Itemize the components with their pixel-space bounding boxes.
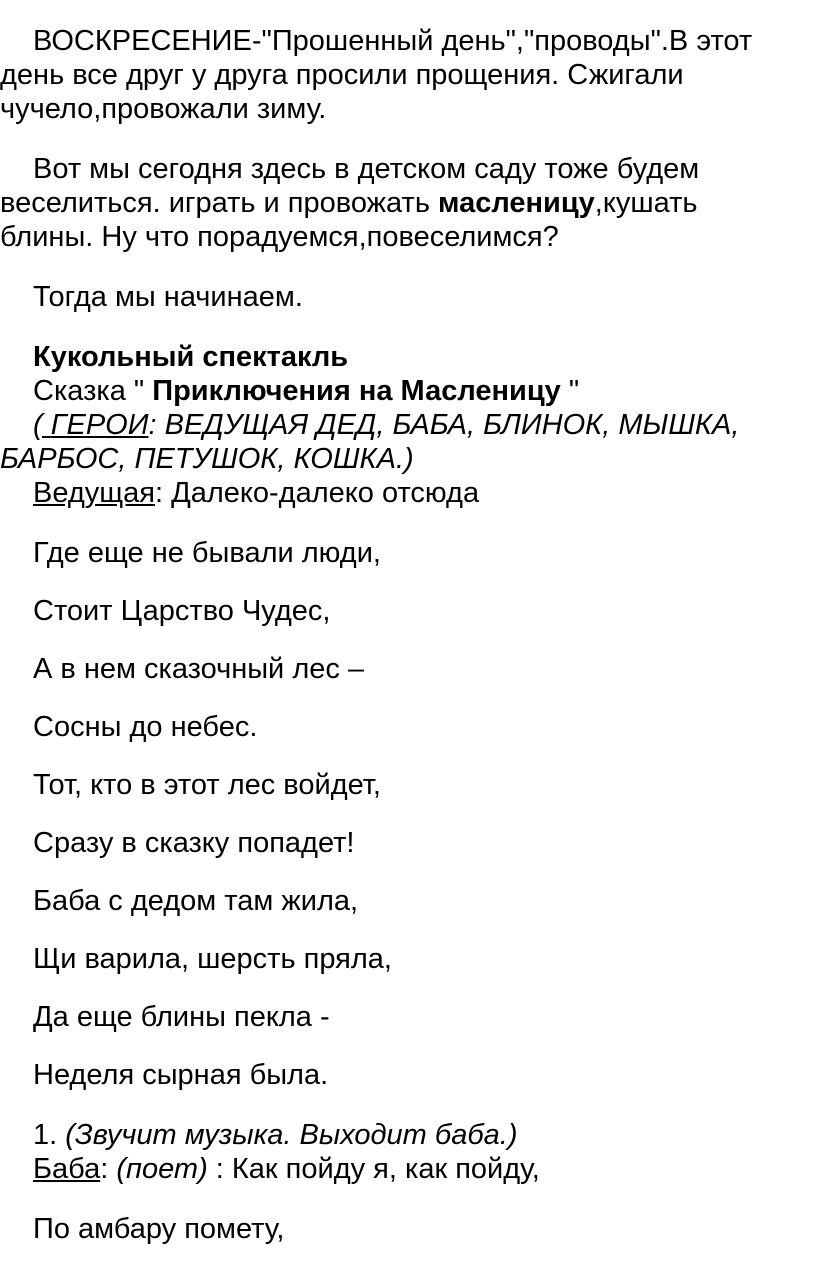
scene-direction: (Звучит музыка. Выходит баба.): [65, 1119, 518, 1151]
baba-text: : Как пойду я, как пойду,: [207, 1153, 540, 1185]
tale-title-line: [0, 374, 816, 408]
cast-label-text: ГЕРОИ: [50, 409, 149, 441]
verse-line: Да еще блины пекла -: [33, 1001, 330, 1033]
baba-direction: (поет): [116, 1153, 208, 1185]
last-verse-line: По амбару помету,: [33, 1213, 285, 1245]
cast-open-paren: (: [33, 409, 51, 441]
intro-line-3: чучело,провожали зиму.: [0, 93, 327, 125]
cast-list-2: БАРБОС, ПЕТУШОК, КОШКА.): [0, 443, 414, 475]
baba-speaker: Баба: [33, 1153, 101, 1185]
cast-label: [33, 409, 148, 441]
kindergarten-line-2-pre: веселиться. играть и провожать: [0, 187, 438, 219]
intro-paragraph: [0, 24, 816, 58]
intro-line-2: день все друг у друга просили прощения. Сжигали: [0, 59, 684, 91]
verse-line: Сразу в сказку попадет!: [33, 827, 355, 859]
show-title: [0, 340, 816, 374]
tale-prefix: Сказка ": [33, 375, 153, 407]
verse-line: А в нем сказочный лес –: [33, 653, 365, 685]
verse-line: Щи варила, шерсть пряла,: [33, 943, 392, 975]
baba-line: [0, 1152, 816, 1186]
narrator-text: : Далеко-далеко отсюда: [154, 477, 480, 509]
tale-suffix: ": [560, 375, 580, 407]
scene-1-line: [0, 1118, 816, 1152]
show-title-text: Кукольный спектакль: [33, 341, 349, 373]
kindergarten-line-2: [0, 186, 800, 220]
scene-number: 1.: [33, 1119, 66, 1151]
cast-list-1: : ВЕДУЩАЯ ДЕД, БАБА, БЛИНОК, МЫШКА,: [148, 409, 740, 441]
start-line: Тогда мы начинаем.: [33, 281, 303, 313]
verse-line: Где еще не бывали люди,: [33, 537, 381, 569]
baba-colon: :: [100, 1153, 117, 1185]
maslenitsa-bold: масленицу: [438, 187, 595, 219]
narrator-line: [0, 476, 816, 510]
tale-title: Приключения на Масленицу: [152, 375, 561, 407]
verse-line: Сосны до небес.: [33, 711, 258, 743]
narrator-speaker: Ведущая: [33, 477, 155, 509]
kindergarten-line-3: блины. Ну что порадуемся,повеселимся?: [0, 221, 559, 253]
verse-line: Баба с дедом там жила,: [33, 885, 359, 917]
verse-line: Стоит Царство Чудес,: [33, 595, 331, 627]
verse-line: Неделя сырная была.: [33, 1059, 329, 1091]
cast-open: [33, 409, 739, 441]
kindergarten-line-2-post: ,кушать: [594, 187, 698, 219]
cast-line-1: [0, 408, 816, 442]
cast-line-2: [0, 442, 800, 476]
kindergarten-line-1: Вот мы сегодня здесь в детском саду тоже будем: [33, 153, 700, 185]
intro-line-1: ВОСКРЕСЕНИЕ-"Прошенный день","проводы".В этот: [33, 25, 753, 57]
verse-line: Тот, кто в этот лес войдет,: [33, 769, 381, 801]
